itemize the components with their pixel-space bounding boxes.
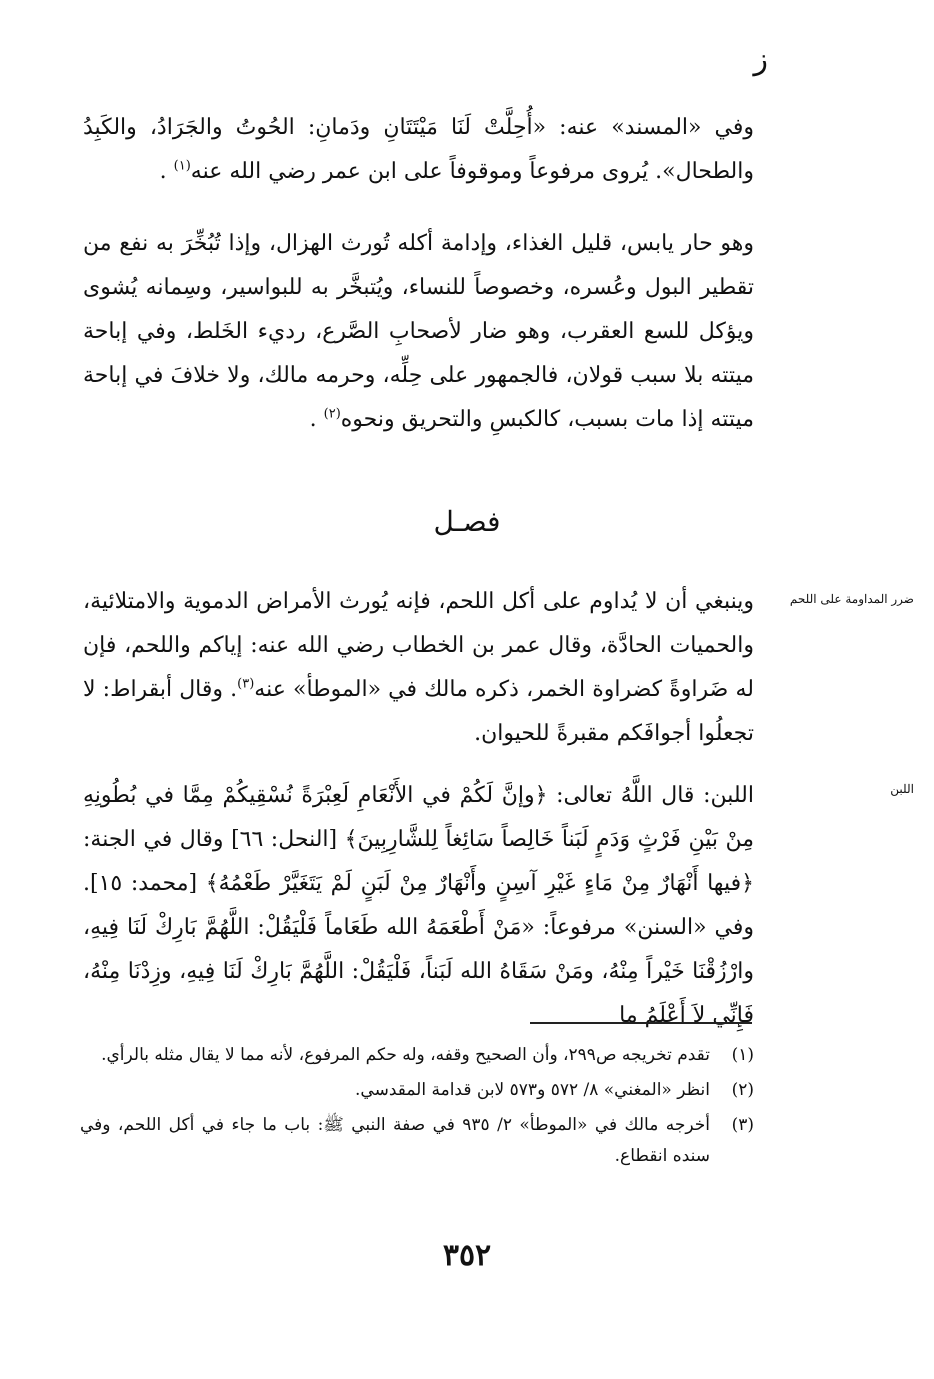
margin-note-milk: اللبن (890, 782, 914, 796)
footnote-ref: (١) (173, 158, 191, 174)
footnote-item (80, 1040, 754, 1071)
paragraph-meat (83, 580, 754, 756)
footnote-number: (٣) (731, 1115, 754, 1135)
footnote-divider (530, 1022, 752, 1024)
margin-note-meat: ضرر المداومة على اللحم (789, 592, 914, 606)
footnote-ref: (٣) (237, 676, 255, 692)
footnote-number: (١) (731, 1045, 754, 1065)
section-title: فصـل (433, 505, 501, 538)
footnote-text: أخرجه مالك في «الموطأ» ٢/ ٩٣٥ في صفة النبي ﷺ: باب ما جاء في أكل اللحم، وفي سنده انقطاع. (80, 1115, 710, 1166)
page-header-letter: ز (753, 42, 768, 77)
paragraph-musnad: وفي «المسند» عنه: «أُحِلَّتْ لَنَا مَيْتَتَانِ ودَمانِ: الحُوتُ والجَرَادُ، والكَبِدُ والطحال». يُروى مرفوعاً وموقوفاً على ابن عمر رضي الله عنه$^{(١)}$ . (83, 115, 754, 184)
page-number: ٣٥٢ (442, 1238, 492, 1273)
paragraph-text: وينبغي أن لا يُداوم على أكل اللحم، فإنه يُورث الأمراض الدموية والامتلائية، والحميات الحادَّة، وقال عمر بن الخطاب رضي الله عنه: إياكم واللحم، فإن له ضَراوةً كضراوة الخمر، ذكره مالك في «الموطأ» عنه (83, 589, 754, 702)
footnotes (80, 1040, 754, 1176)
footnote-ref: (٢) (323, 406, 341, 422)
paragraph-text: اللبن: قال اللَّهُ تعالى: ﴿وإنَّ لَكُمْ في الأَنْعَامِ لَعِبْرَةً نُسْقِيكُمْ مِمَّا في بُطُونِهِ مِنْ بَيْنِ فَرْثٍ وَدَمٍ لَبَناً خَالِصاً سَائِغاً لِلشَّارِبِينَ﴾ [النحل: ٦٦] وقال في الجنة: ﴿فيها أَنْهَارٌ مِنْ مَاءٍ غَيْرِ آسِنٍ وأَنْهَارٌ مِنْ لَبَنٍ لَمْ يَتَغَيَّرْ طَعْمُهُ﴾ [محمد: ١٥]. وفي «السنن» مرفوعاً: «مَنْ أَطْعَمَهُ الله طَعَاماً فَلْيَقُلْ: اللَّهُمَّ بَارِكْ لَنَا فِيهِ، وارْزُقْنَا خَيْراً مِنْهُ، ومَنْ سَقَاهُ الله لَبَناً، فَلْيَقُلْ: اللَّهُمَّ بَارِكْ لَنَا فِيهِ، وزِدْنَا مِنْهُ، فَإِنِّي لاَ أَعْلَمُ ما (83, 783, 754, 1028)
footnote-text: تقدم تخريجه ص٢٩٩، وأن الصحيح وقفه، وله حكم المرفوع، لأنه مما لا يقال مثله بالرأي. (101, 1045, 710, 1065)
paragraph-properties: وهو حار يابس، قليل الغذاء، وإدامة أكله تُورث الهزال، وإذا تُبُخِّرَ به نفع من تقطير البول وعُسره، وخصوصاً للنساء، ويُتبخَّر به للبواسير، وسِمانه يُشوى ويؤكل للسع العقرب، وهو ضار لأصحابِ الصَّرع، رديء الخَلط، وفي إباحة ميتته بلا سبب قولان، فالجمهور على حِلِّه، وحرمه مالك، ولا خلافَ في إباحة ميتته إذا مات بسبب، كالكبسِ والتحريق ونحوه$^{(٢)}$ . (83, 231, 754, 432)
paragraph-text: وهو حار يابس، قليل الغذاء، وإدامة أكله تُورث الهزال، وإذا تُبُخِّرَ به نفع من تقطير البول وعُسره، وخصوصاً للنساء، ويُتبخَّر به للبواسير، وسِمانه يُشوى ويؤكل للسع العقرب، وهو ضار لأصحابِ الصَّرع، رديء الخَلط، وفي إباحة ميتته بلا سبب قولان، فالجمهور على حِلِّه، وحرمه مالك، ولا خلافَ في إباحة ميتته إذا مات بسبب، كالكبسِ والتحريق ونحوه (83, 231, 754, 432)
paragraph-tail: . وقال أبقراط: لا تجعلُوا أجوافَكم مقبرةً للحيوان. (83, 677, 754, 746)
footnote-item (80, 1110, 754, 1172)
paragraph-text: وفي «المسند» عنه: «أُحِلَّتْ لَنَا مَيْتَتَانِ ودَمانِ: الحُوتُ والجَرَادُ، والكَبِدُ والطحال». يُروى مرفوعاً وموقوفاً على ابن عمر رضي الله عنه (83, 115, 754, 184)
paragraph-milk (83, 774, 754, 1038)
footnote-item (80, 1075, 754, 1106)
footnote-number: (٢) (731, 1080, 754, 1100)
footnote-text: انظر «المغني» ٨/ ٥٧٢ و٥٧٣ لابن قدامة المقدسي. (355, 1080, 710, 1100)
